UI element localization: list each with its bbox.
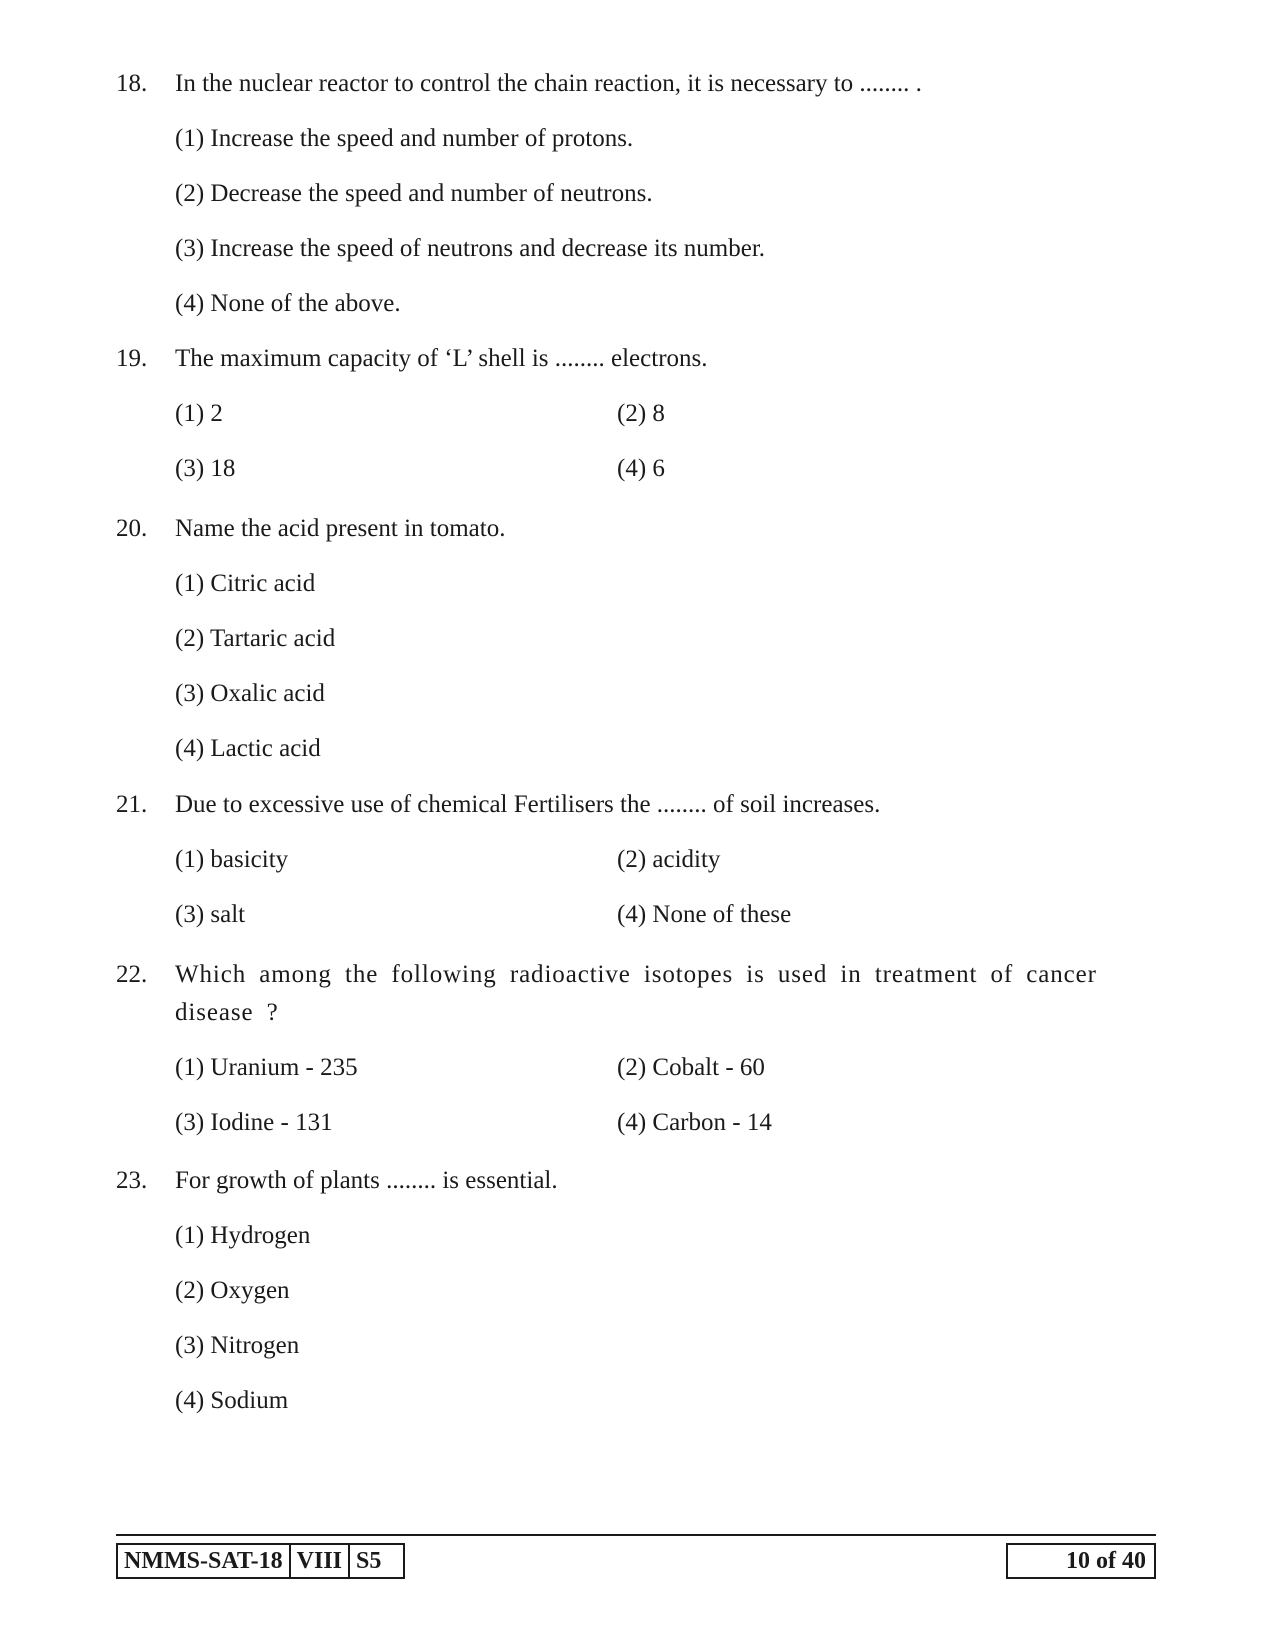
option-4: (4) Lactic acid <box>175 735 321 762</box>
option-3: (3) Increase the speed of neutrons and decrease its number. <box>175 235 766 262</box>
question-22 <box>116 956 1156 1142</box>
question-number: 20. <box>116 515 148 542</box>
question-text: For growth of plants ........ is essential. <box>175 1167 558 1194</box>
question-20 <box>116 510 1156 768</box>
option-2: (2) Tartaric acid <box>175 625 336 652</box>
option-4: (4) Carbon - 14 <box>617 1109 772 1136</box>
question-text: The maximum capacity of ‘L’ shell is ........ electrons. <box>175 345 708 372</box>
option-2: (2) Decrease the speed and number of neutrons. <box>175 180 653 207</box>
question-number: 23. <box>116 1167 148 1194</box>
question-number: 19. <box>116 345 148 372</box>
option-2: (2) acidity <box>617 846 721 873</box>
option-3: (3) Oxalic acid <box>175 680 325 707</box>
question-number: 21. <box>116 791 148 818</box>
exam-class: VIII <box>291 1545 350 1577</box>
option-1: (1) basicity <box>175 846 289 873</box>
question-text: In the nuclear reactor to control the chain reaction, it is necessary to ........ . <box>175 70 922 97</box>
question-text: Name the acid present in tomato. <box>175 515 506 542</box>
option-4: (4) None of the above. <box>175 290 401 317</box>
exam-code: NMMS-SAT-18 <box>118 1545 291 1577</box>
option-4: (4) None of these <box>617 901 792 928</box>
question-text: Which among the following radioactive isotopes is used in treatment of cancer disease ? <box>175 961 1097 1026</box>
option-1: (1) Increase the speed and number of protons. <box>175 125 634 152</box>
option-3: (3) Iodine - 131 <box>175 1109 333 1136</box>
question-text: Due to excessive use of chemical Fertilisers the ........ of soil increases. <box>175 791 881 818</box>
question-18 <box>116 65 1156 323</box>
option-3: (3) Nitrogen <box>175 1332 300 1359</box>
option-1: (1) 2 <box>175 400 223 427</box>
question-number: 22. <box>116 961 148 988</box>
option-2: (2) Oxygen <box>175 1277 290 1304</box>
question-21 <box>116 786 1156 934</box>
option-2: (2) 8 <box>617 400 665 427</box>
question-23 <box>116 1162 1156 1420</box>
exam-set: S5 <box>356 1548 382 1574</box>
page-number: 10 of 40 <box>1006 1543 1156 1579</box>
question-number: 18. <box>116 70 148 97</box>
option-4: (4) 6 <box>617 455 665 482</box>
option-1: (1) Hydrogen <box>175 1222 311 1249</box>
question-19 <box>116 340 1156 488</box>
option-1: (1) Uranium - 235 <box>175 1054 358 1081</box>
option-3: (3) salt <box>175 901 246 928</box>
option-2: (2) Cobalt - 60 <box>617 1054 765 1081</box>
option-3: (3) 18 <box>175 455 236 482</box>
exam-code-box <box>116 1543 405 1579</box>
option-1: (1) Citric acid <box>175 570 316 597</box>
option-4: (4) Sodium <box>175 1387 289 1414</box>
footer-divider <box>116 1534 1156 1536</box>
